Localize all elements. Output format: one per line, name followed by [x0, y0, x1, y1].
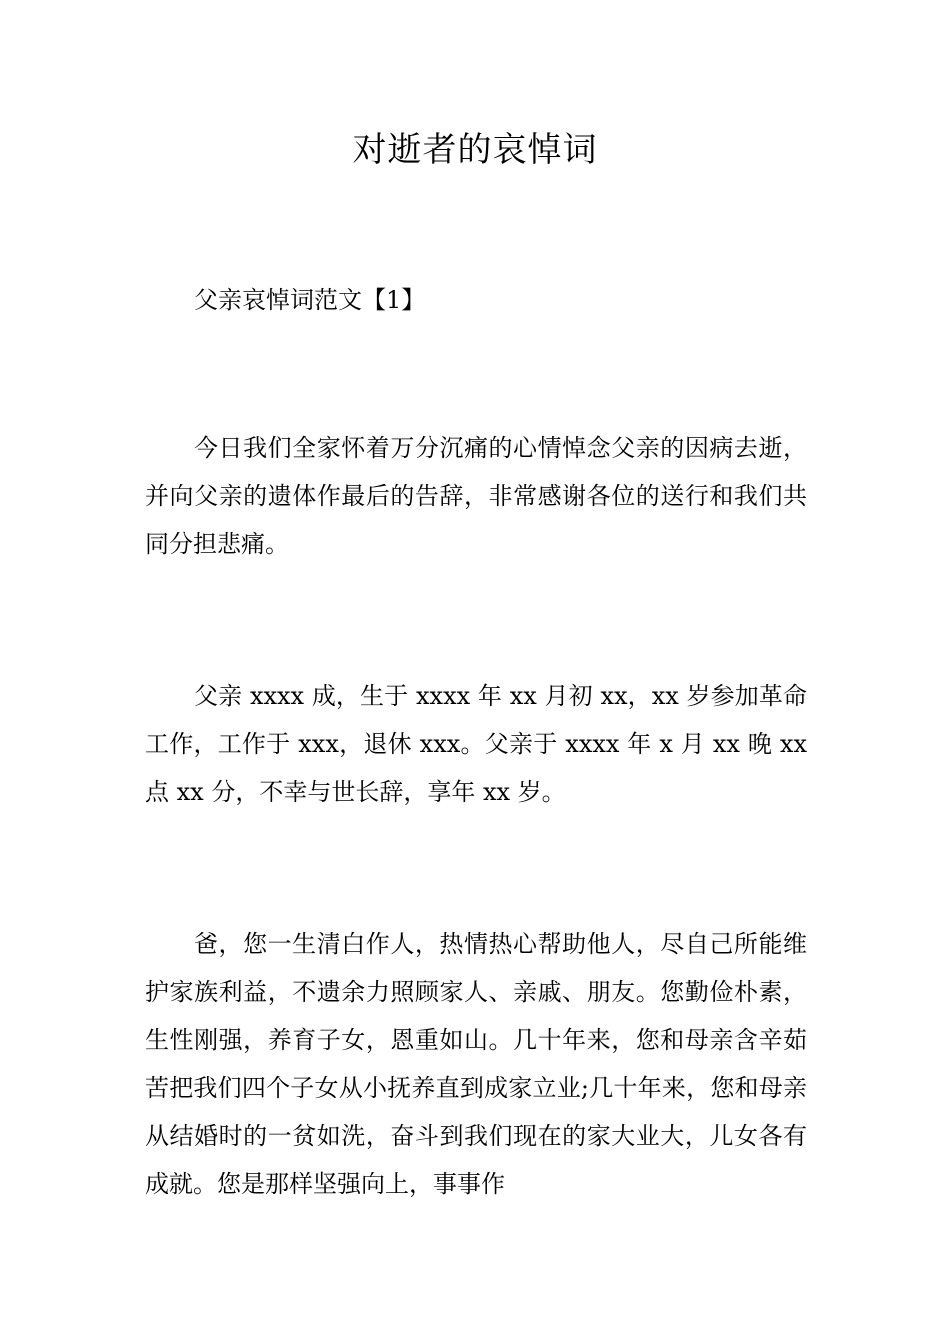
- document-title: 对逝者的哀悼词: [352, 130, 598, 170]
- paragraph-2: 父亲 xxxx 成，生于 xxxx 年 xx 月初 xx，xx 岁参加革命工作，工作于 xxx，退休 xxx。父亲于 xxxx 年 x 月 xx 晚 xx 点 xx 分，不幸与世长辞，享年 xx 岁。: [145, 682, 807, 806]
- paragraph-3: 爸，您一生清白作人，热情热心帮助他人，尽自己所能维护家族利益，不遗余力照顾家人、亲戚、朋友。您勤俭朴素，生性刚强，养育子女，恩重如山。几十年来，您和母亲含辛茹苦把我们四个子女从小抚养直到成家立业;几十年来，您和母亲从结婚时的一贫如洗，奋斗到我们现在的家大业大，儿女各有成就。您是那样坚强向上，事事作: [145, 930, 807, 1198]
- section-heading: 父亲哀悼词范文【1】: [194, 286, 426, 314]
- paragraph-1: 今日我们全家怀着万分沉痛的心情悼念父亲的因病去逝，并向父亲的遗体作最后的告辞，非常感谢各位的送行和我们共同分担悲痛。: [145, 434, 807, 558]
